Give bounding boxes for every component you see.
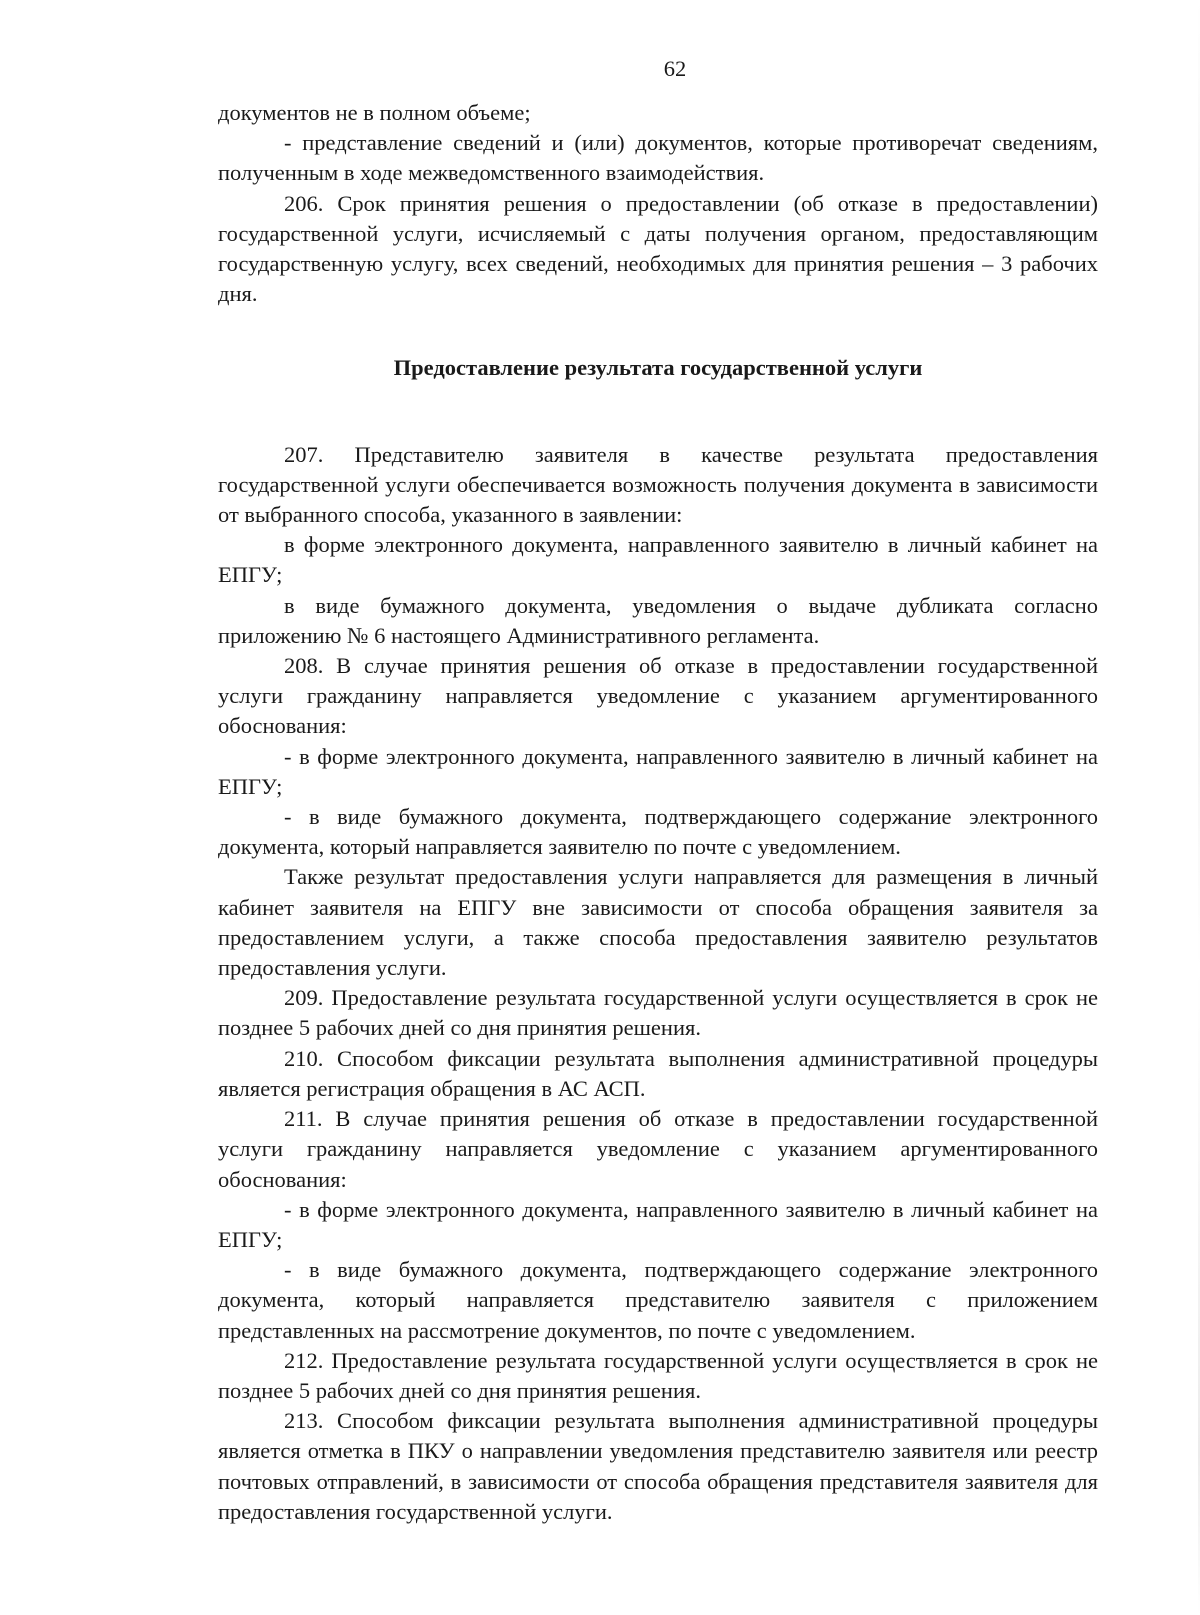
paragraph: 206. Срок принятия решения о предоставлении (об отказе в предоставлении) государственной услуги, исчисляемый с даты получения органом, предоставляющим государственную услугу, всех сведений, необходимых для принятия решения – 3 рабочих дня.: [218, 190, 1098, 307]
page-number: 62: [663, 56, 687, 81]
page-content: [218, 98, 1098, 1527]
paragraph: в форме электронного документа, направленного заявителю в личный кабинет на ЕПГУ;: [218, 532, 1098, 588]
paragraph: - в форме электронного документа, направленного заявителю в личный кабинет на ЕПГУ;: [218, 743, 1098, 799]
paragraph: 212. Предоставление результата государственной услуги осуществляется в срок не позднее 5 рабочих дней со дня принятия решения.: [218, 1347, 1098, 1403]
paragraph: 209. Предоставление результата государственной услуги осуществляется в срок не позднее 5 рабочих дней со дня принятия решения.: [218, 985, 1098, 1041]
section-heading: Предоставление результата государственной услуги: [393, 355, 923, 381]
paragraph: Также результат предоставления услуги направляется для размещения в личный кабинет заявителя на ЕПГУ вне зависимости от способа обращения заявителя за предоставлением услуги, а также способа предоставления заявителю результатов предоставления услуги.: [218, 864, 1098, 981]
paragraph: - представление сведений и (или) документов, которые противоречат сведениям, полученным в ходе межведомственного взаимодействия.: [218, 130, 1098, 186]
paragraph: - в форме электронного документа, направленного заявителю в личный кабинет на ЕПГУ;: [218, 1196, 1098, 1252]
paragraph: в виде бумажного документа, уведомления о выдаче дубликата согласно приложению № 6 настоящего Административного регламента.: [218, 592, 1098, 648]
paragraph: 208. В случае принятия решения об отказе в предоставлении государственной услуги гражданину направляется уведомление с указанием аргументированного обоснования:: [218, 653, 1098, 739]
paragraph: 211. В случае принятия решения об отказе в предоставлении государственной услуги гражданину направляется уведомление с указанием аргументированного обоснования:: [218, 1106, 1098, 1192]
paragraph: - в виде бумажного документа, подтверждающего содержание электронного документа, который направляется представителю заявителя с приложением представленных на рассмотрение документов, по почте с уведомлением.: [218, 1257, 1098, 1343]
paragraph: - в виде бумажного документа, подтверждающего содержание электронного документа, который направляется заявителю по почте с уведомлением.: [218, 804, 1098, 860]
paragraph: 210. Способом фиксации результата выполнения административной процедуры является регистрация обращения в АС АСП.: [218, 1045, 1098, 1101]
paragraph: документов не в полном объеме;: [218, 100, 531, 125]
paragraph: 213. Способом фиксации результата выполнения административной процедуры является отметка в ПКУ о направлении уведомления представителю заявителя или реестр почтовых отправлений, в зависимости от способа обращения представителя заявителя для предоставления государственной услуги.: [218, 1408, 1098, 1524]
paragraph: 207. Представителю заявителя в качестве результата предоставления государственной услуги обеспечивается возможность получения документа в зависимости от выбранного способа, указанного в заявлении:: [218, 441, 1098, 528]
